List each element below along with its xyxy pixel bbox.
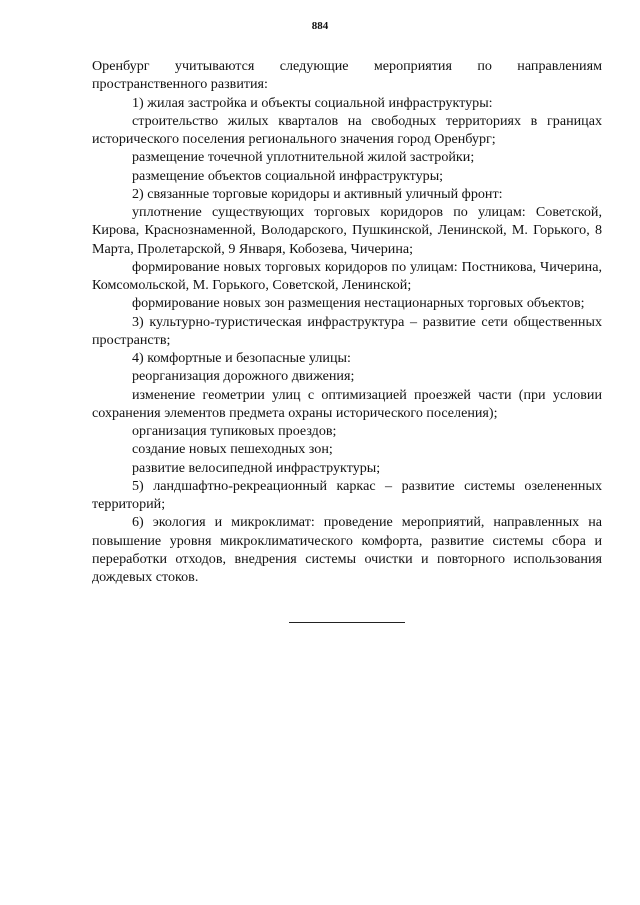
paragraph-intro: Оренбург учитываются следующие мероприятия по направлениям пространственного развития: [92,58,602,93]
paragraph-item-1-heading: 1) жилая застройка и объекты социальной инфраструктуры: [132,94,493,111]
paragraph-item-4c: организация тупиковых проездов; [132,423,337,439]
paragraph-item-1c: размещение объектов социальной инфраструктуры; [132,167,444,184]
paragraph-item-2b: формирование новых торговых коридоров по улицам: Постникова, Чичерина, Комсомольской, М. Горького, Советской, Ленинской; [92,258,602,293]
page-number: 884 [311,20,329,32]
paragraph-item-1b: размещение точечной уплотнительной жилой застройки; [132,149,475,166]
paragraph-item-2c: формирование новых зон размещения нестационарных торговых объектов; [132,295,585,312]
paragraph-item-4a: реорганизация дорожного движения; [132,368,355,385]
paragraph-item-2a: уплотнение существующих торговых коридоров по улицам: Советской, Кирова, Краснознаменной, Володарского, Пушкинской, Ленинской, М. Горького, 8 Марта, Пролетарской, 9 Января, Кобозева, Чичерина; [92,204,602,257]
paragraph-item-1a: строительство жилых кварталов на свободных территориях в границах исторического поселения регионального значения город Оренбург; [92,112,602,147]
paragraph-item-4d: создание новых пешеходных зон; [132,441,333,458]
paragraph-item-3: 3) культурно-туристическая инфраструктура – развитие сети общественных пространств; [92,313,602,348]
paragraph-item-4e: развитие велосипедной инфраструктуры; [132,459,381,476]
closing-rule [289,622,405,623]
paragraph-item-6: 6) экология и микроклимат: проведение мероприятий, направленных на повышение уровня микроклиматического комфорта, развитие системы сбора и переработки отходов, внедрения системы очистки и повторного использования дождевых стоков. [92,514,602,585]
paragraph-item-4b: изменение геометрии улиц с оптимизацией проезжей части (при условии сохранения элементов предмета охраны исторического поселения); [92,386,602,421]
paragraph-item-4-heading: 4) комфортные и безопасные улицы: [132,350,351,366]
paragraph-item-2-heading: 2) связанные торговые коридоры и активный уличный фронт: [132,185,503,202]
paragraph-item-5: 5) ландшафтно-рекреационный каркас – развитие системы озелененных территорий; [92,477,602,512]
document-body [92,57,602,586]
